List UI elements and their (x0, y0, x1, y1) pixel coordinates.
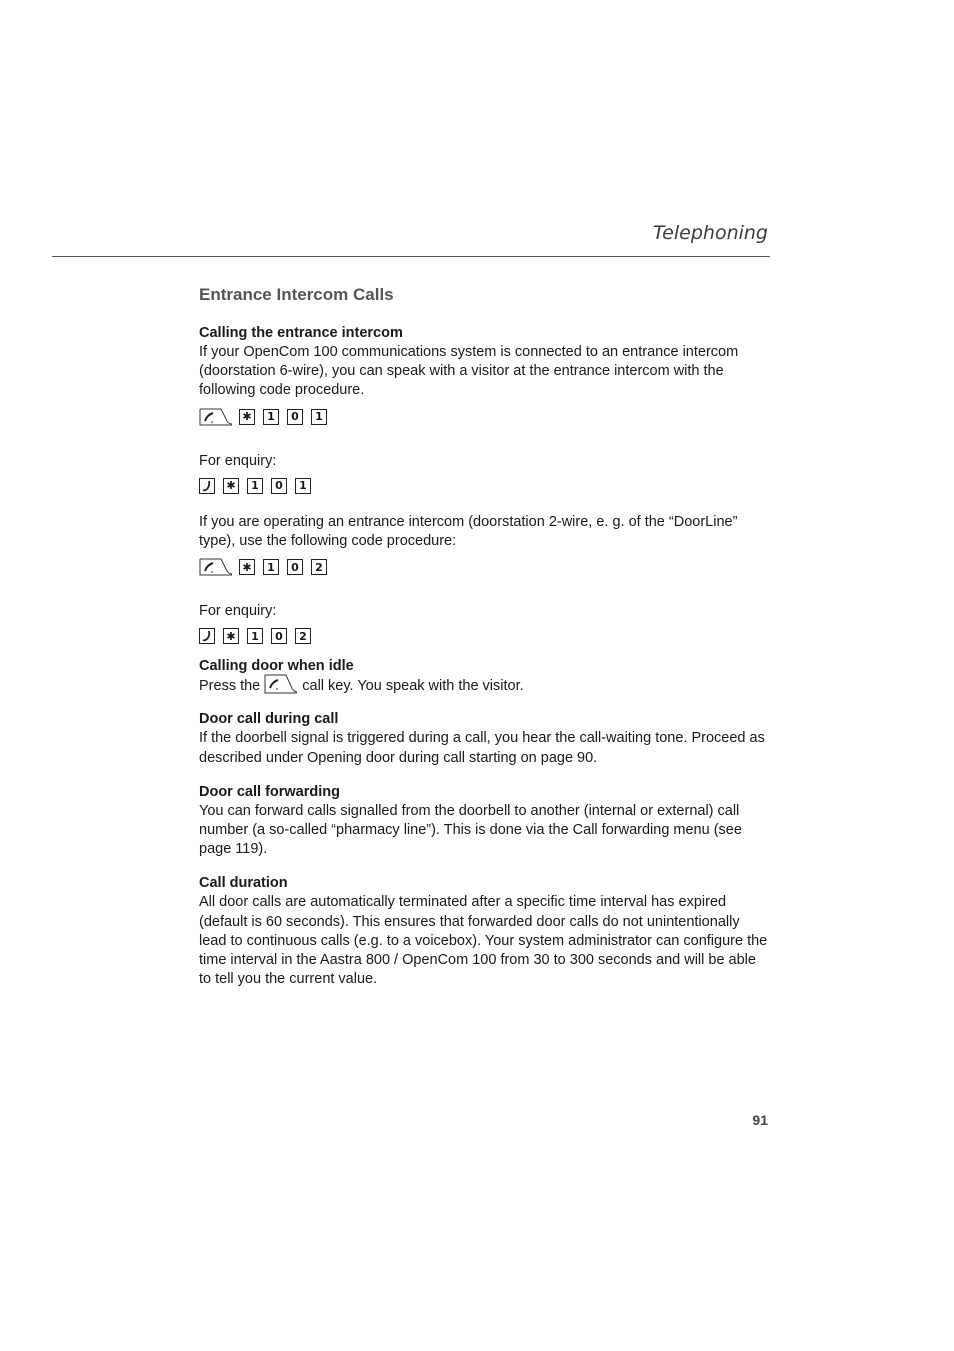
digit-key: 1 (247, 628, 263, 644)
section-title: Entrance Intercom Calls (199, 285, 394, 304)
digit-key: 1 (247, 478, 263, 494)
enquiry-label: For enquiry: (199, 452, 277, 469)
handset-call-key-icon (199, 408, 233, 426)
page-content (199, 284, 769, 989)
digit-key: 2 (311, 559, 327, 575)
heading-call-duration: Call duration (199, 875, 288, 892)
code-sequence-1 (199, 406, 769, 428)
heading-calling-intercom: Calling the entrance intercom (199, 325, 403, 341)
paragraph-doorline: If you are operating an entrance intercom (doorstation 2-wire, e. g. of the “DoorLine” type), use the following code procedure: (199, 513, 738, 550)
page-number: 91 (752, 1112, 768, 1128)
flash-key-icon (199, 478, 215, 494)
star-key: ✱ (239, 409, 255, 425)
digit-key: 1 (263, 559, 279, 575)
header-divider (52, 256, 770, 257)
digit-key: 0 (287, 559, 303, 575)
digit-key: 0 (287, 409, 303, 425)
heading-door-idle: Calling door when idle (199, 658, 354, 675)
paragraph-door-idle (199, 676, 769, 696)
paragraph-call-duration: All door calls are automatically terminated after a specific time interval has expired (default is 60 seconds). This ensures that forwarded door calls do not unintentionally lead to continuous calls (e.g. to a voicebox). Your system administrator can configure the time interval in the Aastra 800 / OpenCom 100 from 30 to 300 seconds and will be able to tell you the current value. (199, 894, 768, 988)
digit-key: 1 (295, 478, 311, 494)
heading-door-forwarding: Door call forwarding (199, 783, 340, 800)
digit-key: 0 (271, 628, 287, 644)
star-key: ✱ (223, 478, 239, 494)
handset-call-key-icon (199, 558, 233, 576)
heading-door-during-call: Door call during call (199, 711, 339, 728)
star-key: ✱ (223, 628, 239, 644)
running-header-title: Telephoning (652, 222, 768, 244)
enquiry-label: For enquiry: (199, 603, 277, 620)
paragraph-door-forwarding: You can forward calls signalled from the doorbell to another (internal or external) call number (a so-called “pharmacy line”). This is done via the Call forwarding menu (see page 119). (199, 802, 742, 858)
digit-key: 1 (311, 409, 327, 425)
handset-call-key-icon (264, 674, 298, 694)
enquiry-code-sequence-1 (199, 475, 769, 497)
press-the-text: Press the (199, 678, 261, 695)
digit-key: 2 (295, 628, 311, 644)
code-sequence-2 (199, 556, 769, 578)
star-key: ✱ (239, 559, 255, 575)
enquiry-code-sequence-2 (199, 625, 769, 647)
paragraph-calling-intercom: If your OpenCom 100 communications system is connected to an entrance intercom (doorstation 6-wire), you can speak with a visitor at the entrance intercom with the following code procedure. (199, 344, 739, 399)
digit-key: 1 (263, 409, 279, 425)
call-key-text: call key. You speak with the visitor. (302, 678, 524, 695)
paragraph-door-during-call: If the doorbell signal is triggered during a call, you hear the call-waiting tone. Proceed as described under Opening door during call starting on page 90. (199, 730, 765, 766)
digit-key: 0 (271, 478, 287, 494)
flash-key-icon (199, 628, 215, 644)
